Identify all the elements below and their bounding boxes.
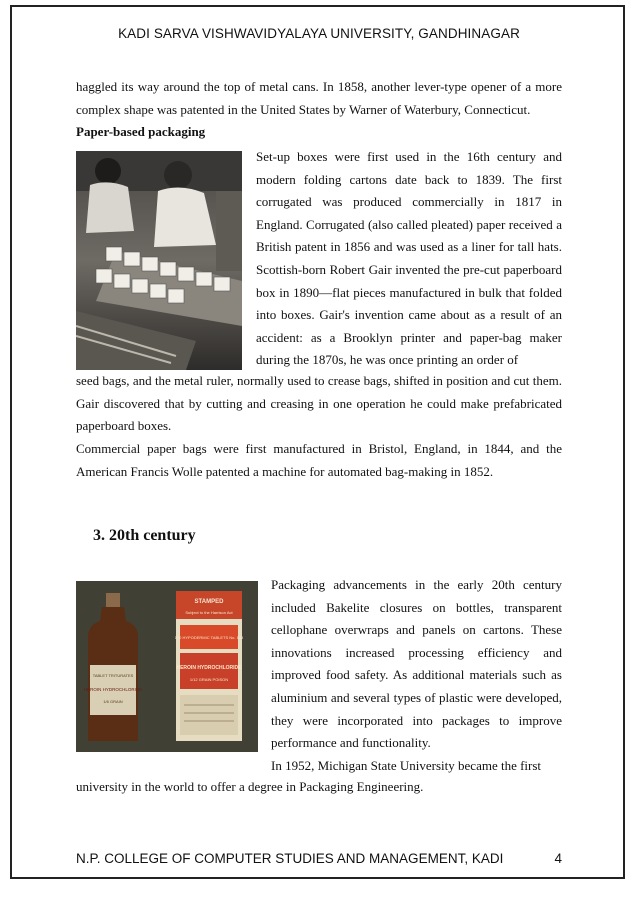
msu-rest: university in the world to offer a degree in Packaging Engineering. — [76, 779, 424, 794]
box-drug: HEROIN HYDROCHLORIDE — [176, 665, 242, 671]
box-dose: 1/12 GRAIN POISON — [189, 677, 229, 682]
factory-photo-image — [76, 151, 242, 370]
intro-text: haggled its way around the top of metal cans. In 1858, another lever-type opener of a more complex shape was patented in the United States by Warner of Waterbury, Connecticut. — [76, 79, 562, 117]
bottle-label: HEROIN HYDROCHLORIDE — [83, 687, 143, 692]
paper-side-text: Set-up boxes were first used in the 16th century and modern folding cartons date back to 1839. The first corrugated was produced commercially in 1817 in England. Corrugated (also called pleated) paper received a British patent in 1856 and was used as a liner for tall hats. Scottish-born Robert Gair invented the pre-cut paperboard box in 1890—flat pieces manufactured in bulk that folded into boxes. Gair's invention came about as a result of an accident: as a Brooklyn printer and paper-bag maker during the 1870s, he was once printing an order of — [256, 149, 562, 368]
medicine-photo — [76, 581, 258, 752]
page-number: 4 — [554, 851, 562, 866]
paper-continued-text: seed bags, and the metal ruler, normally used to crease bags, shifted in position and cut them. Gair discovered that by cutting and creasing in one operation he could make prefabricated paperboard boxes. — [76, 373, 562, 434]
box-stamped: STAMPED — [194, 599, 224, 605]
intro-paragraph — [76, 76, 562, 144]
footer-college: N.P. COLLEGE OF COMPUTER STUDIES AND MANAGEMENT, KADI — [76, 851, 504, 866]
svg-text:TABLET TRITURATES: TABLET TRITURATES — [92, 673, 134, 678]
factory-photo — [76, 151, 242, 370]
box-tablets: 100 HYPODERMIC TABLETS No. 143 — [174, 635, 244, 640]
page-header: KADI SARVA VISHWAVIDYALAYA UNIVERSITY, GANDHINAGAR — [118, 26, 520, 41]
box-subtitle: Subject to the Harrison Act — [185, 610, 233, 615]
century-side-text — [271, 574, 562, 777]
msu-lead: In 1952, Michigan State University became the first — [271, 757, 542, 773]
svg-text:1/6 GRAIN: 1/6 GRAIN — [103, 699, 123, 704]
paper-heading: Paper-based packaging — [76, 124, 206, 140]
section-heading-20th-century: 3. 20th century — [93, 527, 196, 544]
century-side-paragraph: Packaging advancements in the early 20th century included Bakelite closures on bottles, transparent cellophane overwraps and panels on cartons. These innovations increased processing efficiency and improved food safety. As additional materials such as aluminium and several types of plastic were developed, they were incorporated into packages to improve performance and functionality. — [271, 577, 562, 751]
medicine-photo-image — [76, 581, 258, 752]
page-footer — [76, 851, 562, 866]
paper-bags-text: Commercial paper bags were first manufactured in Bristol, England, in 1844, and the American Francis Wolle patented a machine for automated bag-making in 1852. — [76, 441, 562, 479]
